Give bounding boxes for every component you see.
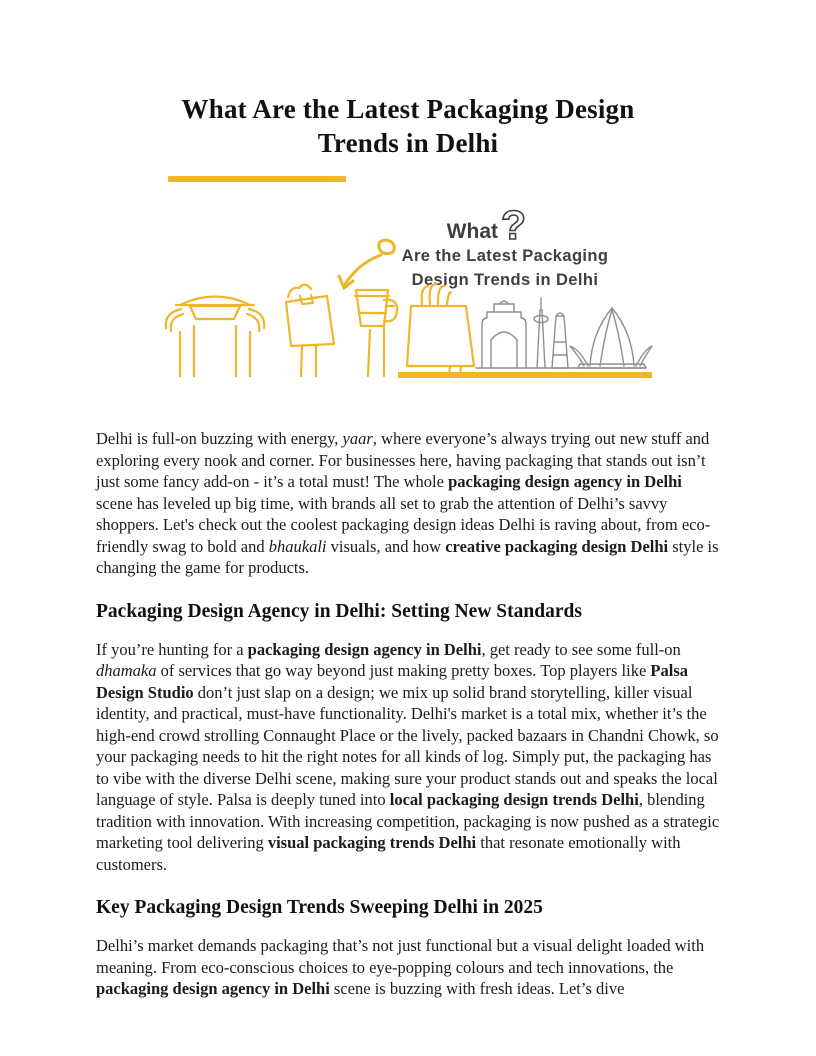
section-heading-agency: Packaging Design Agency in Delhi: Setting New Standards (96, 600, 582, 622)
trends-paragraph: Delhi’s market demands packaging that’s not just functional but a visual delight loaded with meaning. From eco-conscious choices to eye-popping colours and tech innovations, the packaging design agency in Delhi scene is buzzing with fresh ideas. Let’s dive (96, 936, 705, 998)
hand-holding-coffee-cup-icon (355, 290, 397, 376)
hand-holding-paper-bag-icon (286, 285, 334, 376)
hands-holding-food-box-icon (166, 297, 264, 377)
article-title (96, 92, 720, 160)
hero-headline (402, 202, 609, 289)
title-underline-bar (168, 176, 346, 182)
hero-illustration-svg (160, 192, 660, 382)
curved-arrow-icon (339, 240, 394, 288)
qutub-minar-icon (552, 313, 568, 368)
tv-tower-icon (534, 298, 548, 368)
india-gate-icon (482, 301, 526, 368)
hand-holding-shopping-bag-icon (407, 284, 474, 376)
article-title-line1: What Are the Latest Packaging Design (181, 94, 635, 124)
intro-paragraph: Delhi is full-on buzzing with energy, yaar, where everyone’s always trying out new stuff and exploring every nook and corner. For businesses here, having packaging that stands out isn’t just some fancy add-on - it’s a total must! The whole packaging design agency in Delhi scene has leveled up big time, with brands all set to grab the attention of Delhi’s savvy shoppers. Let's check out the coolest packaging design ideas Delhi is raving about, from eco-friendly swag to bold and bhaukali visuals, and how creative packaging design Delhi style is changing the game for products. (96, 429, 719, 577)
question-mark-icon: ? (501, 202, 527, 248)
agency-paragraph: If you’re hunting for a packaging design agency in Delhi, get ready to see some full-on dhamaka of services that go way beyond just making pretty boxes. Top players like Palsa Design Studio don’t just slap on a design; we mix up solid brand storytelling, killer visual identity, and practical, must-have functionality. Delhi's market is a total mix, whether it’s the high-end crowd strolling Connaught Place or the lively, packed bazaars in Chandni Chowk, so your packaging needs to hit the right notes for all kinds of log. Simply put, the packaging has to vibe with the diverse Delhi scene, making sure your product stands out and speaks the local language of style. Palsa is deeply tuned into local packaging design trends Delhi, blending tradition with innovation. With increasing competition, packaging is now pushed as a strategic marketing tool delivering visual packaging trends Delhi that resonate emotionally with customers. (96, 639, 720, 874)
hero-what-label: What (446, 220, 498, 243)
hero-base-bar (398, 372, 652, 378)
hero-subtitle-line2: Design Trends in Delhi (411, 271, 599, 289)
hero-illustration (160, 192, 660, 382)
hero-subtitle-line1: Are the Latest Packaging (401, 247, 609, 265)
delhi-landmarks-icon (476, 298, 652, 368)
hero-hands-group (166, 284, 474, 376)
section-heading-trends: Key Packaging Design Trends Sweeping Delhi in 2025 (96, 897, 543, 918)
article-title-line2: Trends in Delhi (317, 128, 499, 158)
lotus-temple-icon (570, 308, 652, 368)
